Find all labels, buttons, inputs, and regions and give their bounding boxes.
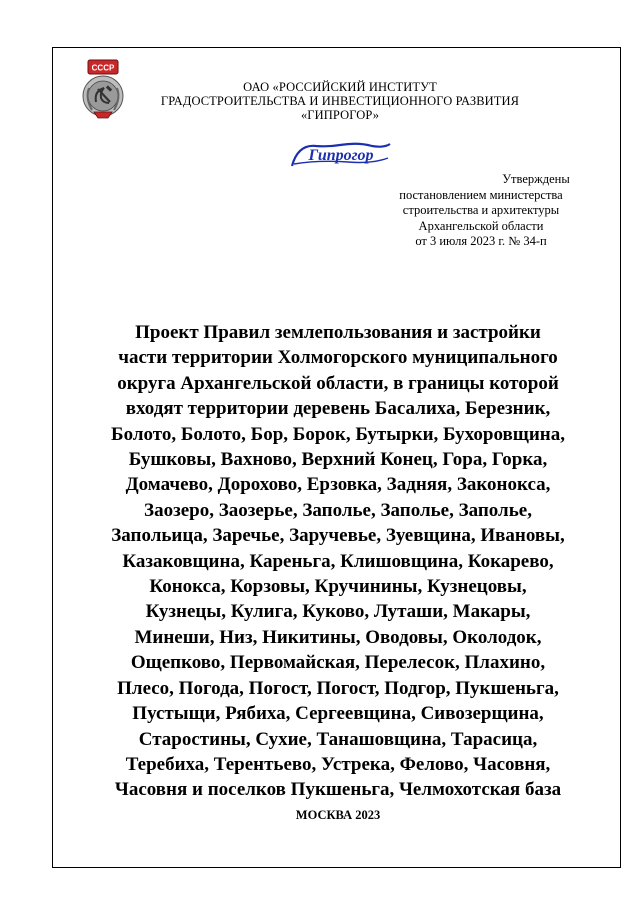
approval-line: строительства и архитектуры bbox=[402, 203, 560, 217]
city-year: МОСКВА 2023 bbox=[295, 808, 381, 822]
ussr-order-emblem-icon bbox=[80, 58, 126, 120]
title-line: Пустыщи, Рябиха, Сергеевщина, Сивозерщина, bbox=[132, 703, 544, 725]
title-line: Запольица, Заречье, Заручевье, Зуевщина, Ивановы, bbox=[111, 525, 565, 547]
title-line: Кузнецы, Кулига, Куково, Луташи, Макары, bbox=[145, 601, 531, 623]
title-line: Минеши, Низ, Никитины, Оводовы, Околодок, bbox=[134, 626, 542, 648]
organization-line: ОАО «РОССИЙСКИЙ ИНСТИТУТ bbox=[243, 80, 437, 94]
title-line: входят территории деревень Басалиха, Березник, bbox=[125, 398, 551, 420]
title-line: Казаковщина, Кареньга, Клишовщина, Кокарево, bbox=[122, 550, 554, 572]
approval-line: Архангельской области bbox=[418, 218, 544, 233]
approval-line: от 3 июля 2023 г. № 34-п bbox=[415, 234, 547, 248]
title-line: Плесо, Погода, Погост, Погост, Подгор, Пукшеньга, bbox=[117, 677, 559, 699]
title-line: Часовня и поселков Пукшеньга, Челмохотская база bbox=[114, 779, 562, 801]
organization-block bbox=[140, 80, 540, 122]
logo-text: Гипрогор bbox=[308, 147, 374, 164]
title-line: части территории Холмогорского муниципального bbox=[118, 347, 558, 369]
emblem-text: СССР bbox=[91, 63, 115, 73]
giprogor-logo bbox=[288, 140, 394, 170]
title-line: Ощепково, Первомайская, Перелесок, Плахино, bbox=[130, 652, 546, 674]
organization-line: ГРАДОСТРОИТЕЛЬСТВА И ИНВЕСТИЦИОННОГО РАЗВИТИЯ bbox=[160, 94, 520, 108]
approval-line: постановлением министерства bbox=[399, 187, 563, 202]
document-title bbox=[60, 320, 616, 803]
title-line: Бушковы, Вахново, Верхний Конец, Гора, Горка, bbox=[128, 449, 548, 471]
title-line: Проект Правил землепользования и застройки bbox=[135, 322, 541, 343]
title-line: Конокса, Корзовы, Кручинины, Кузнецовы, bbox=[149, 576, 527, 598]
title-line: Болото, Болото, Бор, Борок, Бутырки, Бухоровщина, bbox=[111, 423, 565, 445]
approval-block bbox=[366, 172, 596, 250]
organization-line: «ГИПРОГОР» bbox=[300, 108, 380, 122]
approval-line: Утверждены bbox=[502, 172, 570, 186]
title-line: Старостины, Сухие, Танашовщина, Тарасица, bbox=[138, 728, 538, 750]
title-line: Домачево, Дорохово, Ерзовка, Задняя, Законокса, bbox=[125, 474, 551, 496]
title-line: Теребиха, Терентьево, Устрека, Фелово, Часовня, bbox=[125, 753, 551, 775]
title-line: Заозеро, Заозерье, Заполье, Заполье, Заполье, bbox=[144, 499, 532, 521]
title-line: округа Архангельской области, в границы которой bbox=[117, 372, 559, 394]
